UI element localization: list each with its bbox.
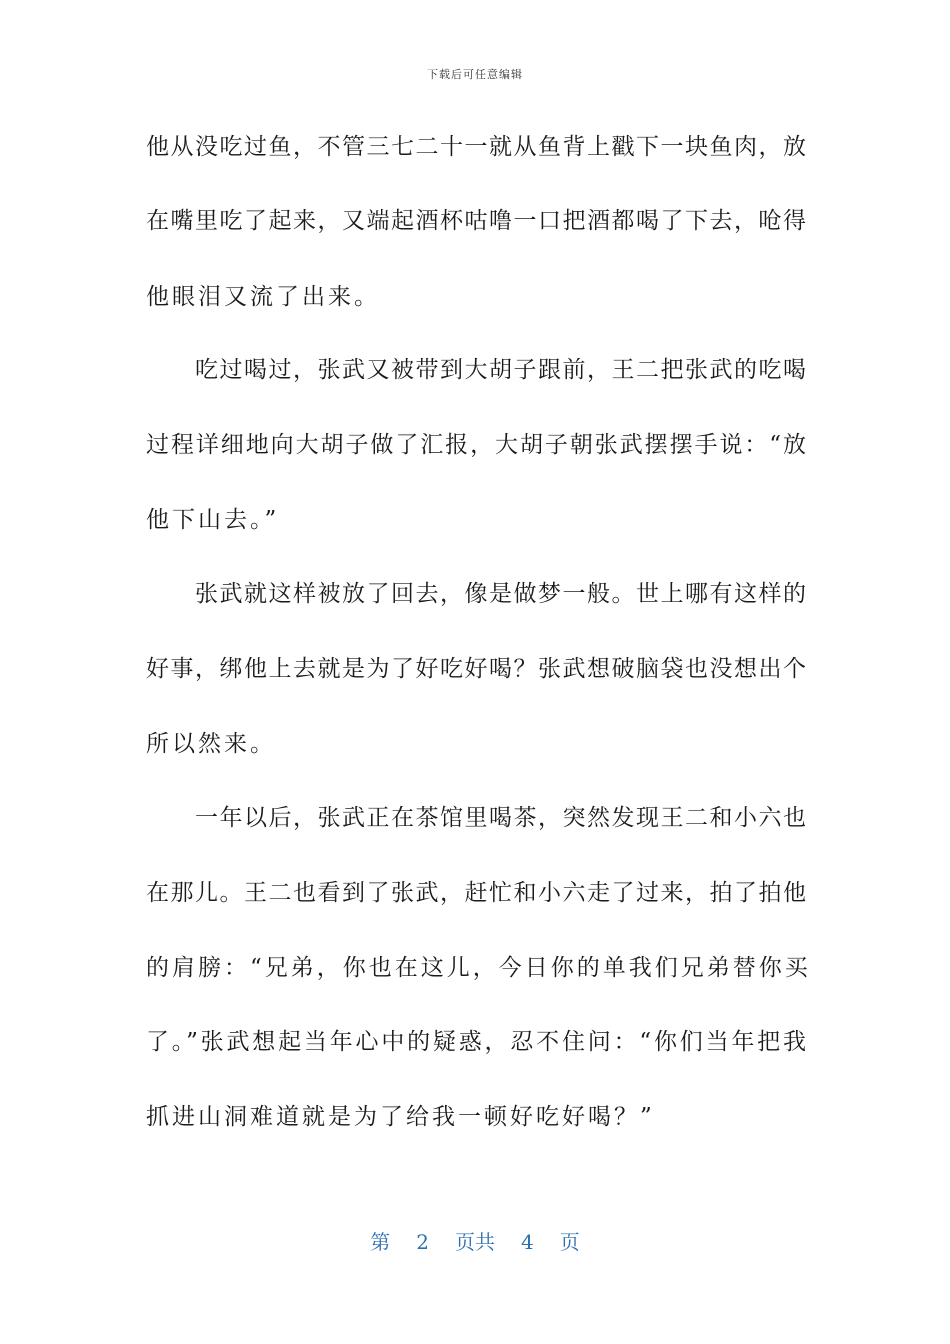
text-line: 所以然来。 (146, 731, 276, 757)
text-line: 在那儿。王二也看到了张武，赶忙和小六走了过来，拍了拍他 (146, 880, 806, 906)
text-line: 的肩膀：“兄弟，你也在这儿，今日你的单我们兄弟替你买 (146, 955, 811, 981)
footer-prefix: 第 (370, 1230, 391, 1254)
text-line: 过程详细地向大胡子做了汇报，大胡子朝张武摆摆手说：“放 (146, 432, 806, 458)
text-line: 抓进山洞难道就是为了给我一顿好吃好喝？” (146, 1104, 655, 1130)
text-line: 吃过喝过，张武又被带到大胡子跟前，王二把张武的吃喝 (146, 357, 806, 383)
footer-suffix: 页 (559, 1230, 580, 1254)
text-line: 他下山去。” (146, 507, 280, 533)
page-footer (0, 1226, 950, 1255)
text-line: 张武就这样被放了回去，像是做梦一般。世上哪有这样的 (146, 581, 806, 607)
text-line: 他眼泪又流了出来。 (146, 284, 380, 310)
text-line: 好事，绑他上去就是为了好吃好喝？张武想破脑袋也没想出个 (146, 656, 806, 682)
text-line: 他从没吃过鱼，不管三七二十一就从鱼背上戳下一块鱼肉，放 (146, 134, 806, 160)
footer-page-number: 2 (416, 1230, 429, 1254)
text-line: 在嘴里吃了起来，又端起酒杯咕噜一口把酒都喝了下去，呛得 (146, 208, 806, 234)
footer-total-pages: 4 (521, 1230, 534, 1254)
text-line: 了。”张武想起当年心中的疑惑，忍不住问：“你们当年把我 (146, 1029, 806, 1055)
header-note: 下载后可任意编辑 (427, 68, 523, 81)
footer-middle: 页共 (455, 1230, 495, 1254)
text-line: 一年以后，张武正在茶馆里喝茶，突然发现王二和小六也 (146, 805, 806, 831)
